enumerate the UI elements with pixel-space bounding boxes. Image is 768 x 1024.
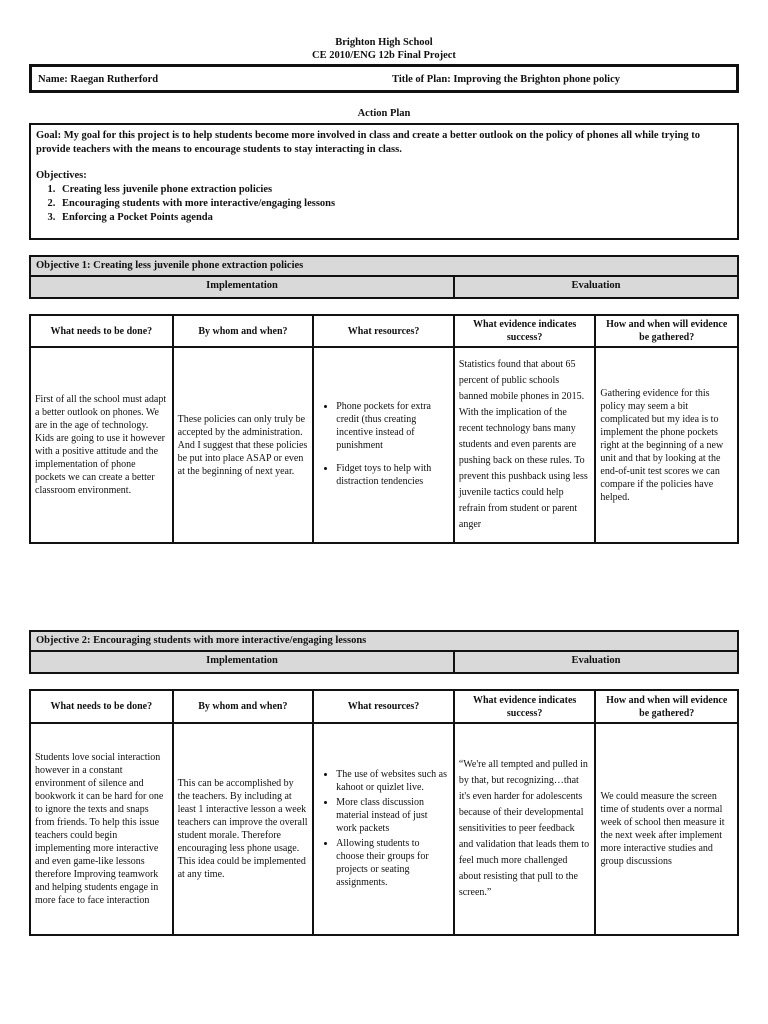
course-title: CE 2010/ENG 12b Final Project bbox=[312, 50, 456, 61]
resource-item: • More class discussion material instead of just work packets bbox=[336, 796, 449, 835]
objective2-what: Students love social interaction however in a constant environment of silence and bookwork it can be hard for one to ignore the texts and snaps from friends. To help this issue teachers could begin implementing more interactive and even game-like lessons therefore Improving teamwork and helping students engage in more face to face interaction bbox=[30, 723, 173, 935]
objective-item: 1. Creating less juvenile phone extraction policies bbox=[58, 183, 732, 197]
objective2-table bbox=[29, 689, 739, 936]
objective1-who: These policies can only truly be accepted by the administration. And I suggest that these policies be put into place ASAP or even at the beginning of next year. bbox=[173, 347, 314, 543]
goal-box bbox=[29, 123, 739, 240]
evaluation-label: Evaluation bbox=[571, 280, 621, 291]
implementation-label: Implementation bbox=[31, 277, 455, 297]
col-header-evidence: What evidence indicates success? bbox=[454, 690, 596, 723]
action-plan-label: Action Plan bbox=[357, 108, 411, 119]
plan-title: Title of Plan: Improving the Brighton phone policy bbox=[392, 74, 621, 85]
objective1-table bbox=[29, 314, 739, 544]
school-name: Brighton High School bbox=[335, 37, 433, 48]
col-header-resources: What resources? bbox=[313, 690, 454, 723]
resource-item: • Allowing students to choose their groups for projects or seating assignments. bbox=[336, 837, 449, 889]
resource-item: • Phone pockets for extra credit (thus creating incentive instead of punishment bbox=[336, 400, 449, 452]
col-header-what: What needs to be done? bbox=[30, 315, 173, 347]
objective1-title: Objective 1: Creating less juvenile phone extraction policies bbox=[31, 257, 737, 277]
objective2-bar bbox=[29, 630, 739, 674]
objective1-resources bbox=[313, 347, 454, 543]
objective1-bar bbox=[29, 255, 739, 299]
col-header-gathered: How and when will evidence be gathered? bbox=[595, 315, 738, 347]
objective2-evidence: “We're all tempted and pulled in by that, but recognizing…that it's even harder for adolescents because of their developmental sensitivities to peer feedback and validation that leads them to feel much more challenged about resisting that pull to the screen.” bbox=[454, 723, 596, 935]
col-header-gathered: How and when will evidence be gathered? bbox=[595, 690, 738, 723]
resource-item: • Fidget toys to help with distraction tendencies bbox=[336, 462, 449, 488]
objective2-resources bbox=[313, 723, 454, 935]
objective-item: 3. Enforcing a Pocket Points agenda bbox=[58, 211, 732, 225]
student-name: Name: Raegan Rutherford bbox=[38, 74, 159, 85]
objective-item: 2. Encouraging students with more interactive/engaging lessons bbox=[58, 197, 732, 211]
col-header-evidence: What evidence indicates success? bbox=[454, 315, 596, 347]
objective1-what: First of all the school must adapt a better outlook on phones. We are in the age of technology. Kids are going to use it however with a positive attitude and the implementation of phone pockets we can create a better classroom environment. bbox=[30, 347, 173, 543]
implementation-label: Implementation bbox=[31, 652, 455, 672]
objectives-label: Objectives: bbox=[36, 170, 87, 181]
evaluation-label: Evaluation bbox=[571, 655, 621, 666]
col-header-what: What needs to be done? bbox=[30, 690, 173, 723]
objective2-who: This can be accomplished by the teachers. By including at least 1 interactive lesson a week teachers can improve the overall student morale. Therefore encouraging less phone usage. This idea could be implemented at any time. bbox=[173, 723, 314, 935]
col-header-resources: What resources? bbox=[313, 315, 454, 347]
col-header-who: By whom and when? bbox=[173, 690, 314, 723]
objective1-gathered: Gathering evidence for this policy may seem a bit complicated but my idea is to implement the phone pockets right at the beginning of a new unit and that by looking at the end-of-unit test scores we can compare if the policies have helped. bbox=[595, 347, 738, 543]
name-title-box bbox=[29, 64, 739, 93]
resource-item: • The use of websites such as kahoot or quizlet live. bbox=[336, 768, 449, 794]
col-header-who: By whom and when? bbox=[173, 315, 314, 347]
objectives-list bbox=[58, 183, 732, 225]
goal-text: Goal: My goal for this project is to help students become more involved in class and create a better outlook on the policy of phones all while trying to provide teachers with the means to encourage students to stay interacting in class. bbox=[36, 130, 701, 155]
objective2-title: Objective 2: Encouraging students with more interactive/engaging lessons bbox=[31, 632, 737, 652]
objective2-gathered: We could measure the screen time of students over a normal week of school then measure it the next week after implement more interactive studies and group discussions bbox=[595, 723, 738, 935]
objective1-evidence: Statistics found that about 65 percent of public schools banned mobile phones in 2015. With the implication of the recent technology bans many students and even parents are pushing back on these rules. To prevent this pushback using less juvenile tactics could help refrain from student or parent anger bbox=[454, 347, 596, 543]
